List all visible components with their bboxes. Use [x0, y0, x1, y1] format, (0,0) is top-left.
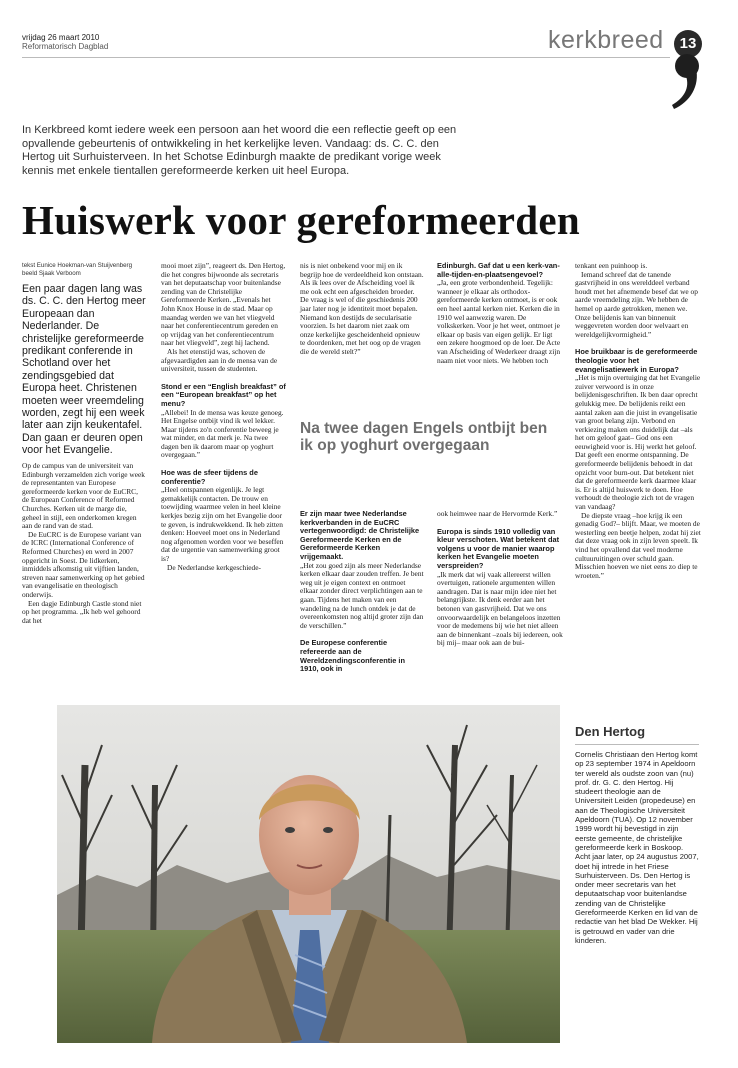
header-rule — [22, 57, 670, 58]
article-column-3 — [300, 262, 424, 357]
article-column-5 — [575, 262, 701, 580]
newspaper-name: Reformatorisch Dagblad — [22, 42, 109, 51]
question: Europa is sinds 1910 volledig van kleur verschoten. Wat betekent dat volgens u voor de manier waarop kerken het Evangelie moeten verspreiden? — [437, 526, 560, 570]
paragraph: Iemand schreef dat de tanende gastvrijheid in ons werelddeel verband houdt met het afnemende besef dat we op aarde vreemdeling zijn. We hebben de hemel op aarde getrokken, menen we. Onze belijdenis kan van binnenuit weggevreten worden door welvaart en wereldgelijkvormigheid.” — [575, 269, 698, 339]
article-column-2 — [161, 262, 286, 572]
answer: „Ik merk dat wij vaak allereerst willen overtuigen, rationele argumenten willen aandragen. Dat is naar mijn idee niet het belangrijkste. Ik denk eerder aan het betonen van gastvrijheid. Dat we ons onvoorwaardelijk en belangeloos inzetten voor de medemens bij wie het niet alleen aan de binnenkant –zoals bij iedereen, ook bij mij– maar ook aan de bui- — [437, 569, 563, 648]
byline — [22, 262, 132, 277]
answer: „Ja, een grote verbondenheid. Tegelijk: wanneer je elkaar als orthodox-gereformeerde kerken ontmoet, is er ook een heel aantal kerken niet. Kerken die in 1910 wel aanwezig waren. De volkskerken. Voor je het weet, ontmoet je elkaar op basis van eigen gelijk. Er ligt een zekere hoogmoed op de loer. De Acte van Afscheiding of Wederkeer draagt zijn naam niet voor niets. We hebben toch — [437, 278, 561, 365]
comma-logo-icon — [670, 52, 702, 110]
article-column-3-lower — [300, 510, 424, 674]
paragraph: ook heimwee naar de Hervormde Kerk.” — [437, 509, 558, 518]
paragraph: mooi moet zijn”, reageert ds. Den Hertog, die het congres bijwoonde als secretaris van het deputaatschap voor buitenlandse zending van de Christelijke Gereformeerde Kerken. „Evenals het John Knox House in de stad. Maar op maandag werden we van het vliegveld naar het conferentiecentrum gereden en op vrijdag van het conferentiecentrum naar het vliegveld”, zegt hij lachend. — [161, 261, 286, 348]
page-number: 13 — [674, 30, 702, 58]
answer: „Het zou goed zijn als meer Nederlandse kerken elkaar daar zouden treffen. Je bent weg uit je eigen context en ontmoet elkaar zonder direct verplichtingen aan te gaan. Tijdens het maken van een wandeling na de lunch ontdek je dat de overeenkomsten nog altijd groter zijn dan de verschillen.” — [300, 560, 424, 630]
date-text: vrijdag 26 maart 2010 — [22, 33, 100, 42]
pull-quote: Na twee dagen Engels ontbijt ben ik op yoghurt overgegaan — [300, 420, 548, 454]
intro-text: In Kerkbreed komt iedere week een persoon aan het woord die een reflectie geeft op een opvallende gebeurtenis of ontwikkeling in het kerkelijke leven. Vandaag: ds. C. C. den Hertog uit Surhuisterveen. In het Schotse Edinburgh maakte de predikant vorige week kennis met enkele tientallen gereformeerde kerken uit heel Europa. — [22, 124, 457, 177]
answer: „Het is mijn overtuiging dat het Evangelie zuiver verwoord is in onze belijdenisgeschriften. Ik ben daar oprecht gelukkig mee. De belijdenis reikt een aantal zaken aan die juist in evangelisatie van groot belang zijn. Verbond en verkiezing maken ons duidelijk dat –als het om geloof gaat– God ons een eeuwigheid voor is. Hij werkt het geloof. Dat geeft een enorme ontspanning. De gereformeerde belijdenis behoedt in dat opzicht voor burn-out. Dat betekent niet dat de gereformeerde kerk daarmee klaar is. Er is altijd huiswerk te doen. Hoe verhoudt de theologie zich tot de vragen van vandaag? — [575, 373, 701, 512]
bio-title: Den Hertog — [575, 724, 646, 739]
headline: Huiswerk voor gereformeerden — [22, 197, 580, 243]
answer: „Heel ontspannen eigenlijk. Je legt gemakkelijk contacten. De trouw en toewijding waarmee velen in heel kleine kerkjes bezig zijn om het Evangelie door te geven, is indrukwekkend. Ik heb zitten denken: Hoeveel moet ons in Nederland nog afgenomen worden voor we beseffen dat de urgentie van samenwerking groot is? — [161, 485, 284, 563]
bio-rule — [575, 744, 699, 745]
paragraph: tenkant een puinhoop is. — [575, 261, 648, 270]
answer: „Allebei! In de mensa was keuze genoeg. Het Engelse ontbijt vind ik wel lekker. Maar tijdens zo'n conferentie beweeg je wat minder, en dat merk je. Na twee dagen ben ik daarom maar op yoghurt overgegaan.” — [161, 407, 284, 460]
article-column-4-lower — [437, 510, 564, 648]
paragraph: Op de campus van de universiteit van Edinburgh verzamelden zich vorige week de representanten van Europese gereformeerde kerken voor de EuCRC, de European Conference of Reformed Churches. Kerken uit de marge die, geheel in stijl, een onderkomen kregen aan de rand van de stad. — [22, 461, 145, 531]
paragraph: De EuCRC is de Europese variant van de ICRC (International Conference of Reformed Churches) en werd in 2007 opgericht in Soest. De lidkerken, inmiddels afkomstig uit vijftien landen, streven naar samenwerking op het gebied van evangelisatie en theologisch onderwijs. — [22, 529, 145, 599]
section-title: kerkbreed — [548, 26, 664, 54]
paragraph: Als het etenstijd was, schoven de afgevaardigden aan in de mensa van de universiteit, tussen de studenten. — [161, 346, 278, 374]
article-column-4 — [437, 262, 564, 365]
question: Hoe bruikbaar is de gereformeerde theologie voor het evangelisatiewerk in Europa? — [575, 347, 698, 374]
question: Er zijn maar twee Nederlandse kerkverbanden in de EuCRC vertegenwoordigd: de Christelijke Gereformeerde Kerken en de Gereformeerde Kerken vrijgemaakt. — [300, 509, 420, 561]
lead-paragraph: Een paar dagen lang was ds. C. C. den Hertog meer Europeaan dan Nederlander. De christelijke gereformeerde predikant conferende in Schotland over het zendingsgebied dat Europa heet. Christenen moeten weer vreemdeling worden, zegt hij een week later aan zijn keukentafel. Dan gaan er deuren open voor het Evangelie. — [22, 283, 146, 457]
paragraph: nis is niet onbekend voor mij en ik begrijp hoe de verdeeldheid kon ontstaan. Als ik lees over de Afscheiding voel ik me ook echt een afgescheiden broeder. De vraag is wel of die geschiedenis 200 jaar later nog je identiteit moet bepalen. Niemand kon destijds de secularisatie voorzien. Is het daarom niet zaak om onze kerkelijke gescheidenheid opnieuw te doordenken, met het oog op de vragen die de wereld stelt?” — [300, 261, 424, 356]
paragraph: Een dagje Edinburgh Castle stond niet op het programma. „Ik heb wel gehoord dat het — [22, 598, 142, 625]
question: Edinburgh. Gaf dat u een kerk-van-alle-tijden-en-plaatsengevoel? — [437, 261, 560, 279]
question: De Europese conferentie refereerde aan de Wereldzendingsconferentie in 1910, ook in — [300, 638, 405, 674]
photo-credit: beeld Sjaak Verboom — [22, 269, 81, 277]
question: Hoe was de sfeer tijdens de conferentie? — [161, 468, 258, 486]
bio-text: Cornelis Christiaan den Hertog komt op 23 september 1974 in Apeldoorn ter wereld als oudste zoon van (nu) prof. dr. G. C. den Hertog. Hij studeert theologie aan de Universiteit Leiden (propedeuse) en aan de Theologische Universiteit Apeldoorn (TUA). Op 12 november 1999 wordt hij bevestigd in zijn eerste gemeente, de christelijke gereformeerde kerk in Boskoop. Acht jaar later, op 24 augustus 2007, doet hij intrede in het Friese Surhuisterveen. Ds. Den Hertog is onder meer secretaris van het deputaatschap voor buitenlandse zending van de Christelijke Gereformeerde Kerken en lid van de redactie van het blad De Wekker. Hij is getrouwd en vader van drie kinderen. — [575, 750, 699, 945]
author-credit: tekst Eunice Hoekman-van Stuijvenberg — [22, 262, 133, 269]
portrait-photo — [57, 705, 560, 1043]
issue-date — [22, 33, 108, 51]
article-column-1 — [22, 462, 146, 625]
question: Stond er een “English breakfast” of een “European breakfast” op het menu? — [161, 381, 286, 408]
paragraph: De diepste vraag –hoe krijg ik een genadig God?– blijft. Maar, we moeten de westerling een beetje helpen, zodat hij ziet dat deze vraag ook in zijn leven speelt. Ik vind het opvallend dat veel moderne cultuuruitingen over schuld gaan. Misschien hoeven we niet eens zo diep te wroeten.” — [575, 510, 701, 580]
paragraph: De Nederlandse kerkgeschiede- — [167, 562, 261, 572]
